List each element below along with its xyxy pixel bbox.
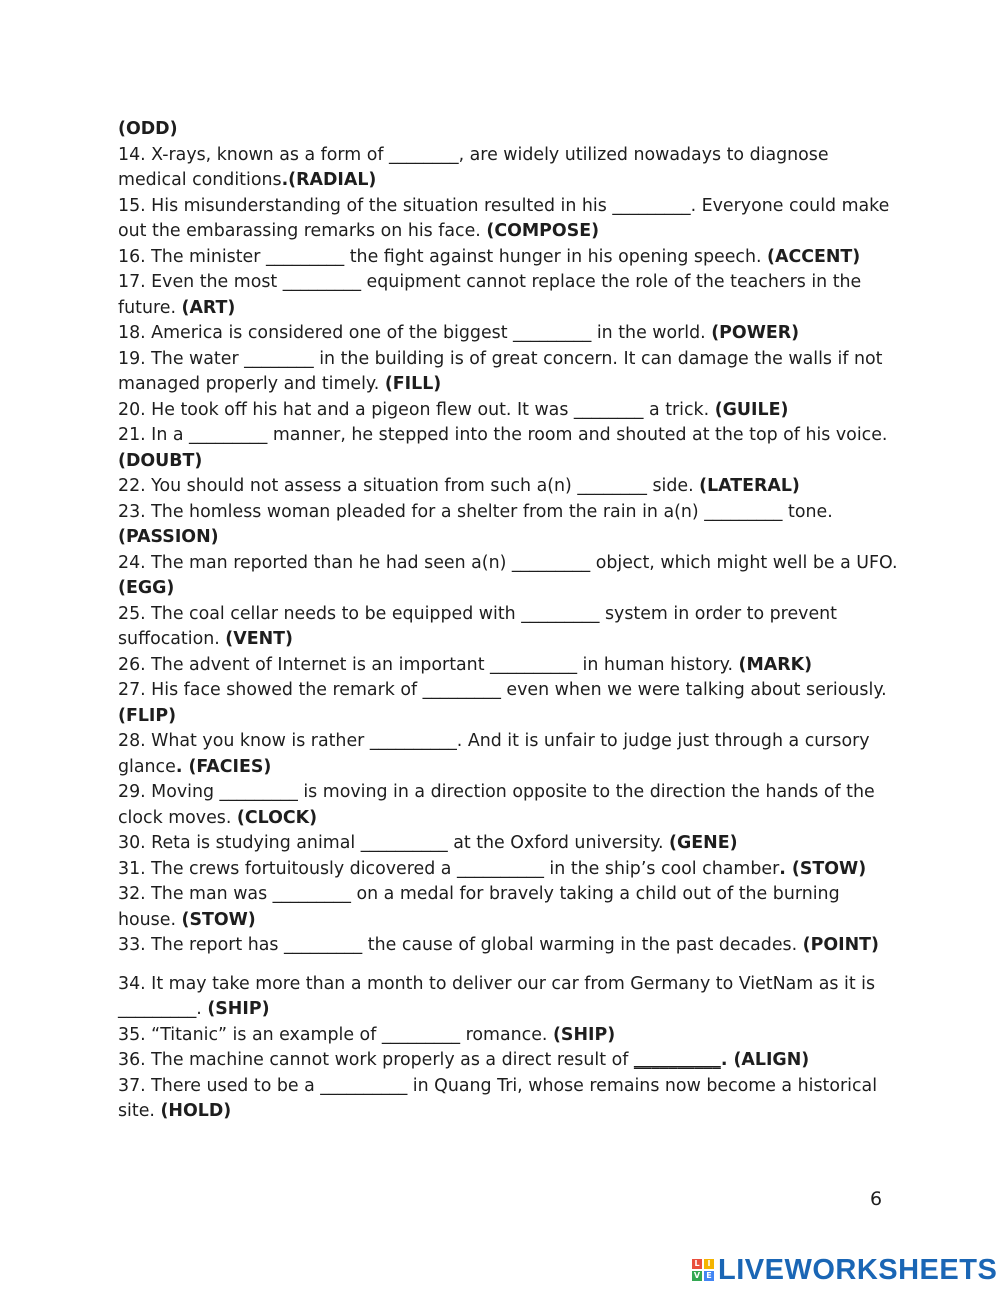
- root-word: . (FACIES): [175, 756, 272, 777]
- root-word: (ODD): [118, 119, 178, 139]
- root-word: (VENT): [225, 629, 293, 649]
- question-19: 19. The water ________ in the building is of great concern. It can damage the walls if not managed properly and timely. (FILL): [118, 348, 883, 394]
- question-31: 31. The crews fortuitously dicovered a __________ in the ship’s cool chamber. (STOW): [118, 858, 867, 879]
- root-word: (ACCENT): [767, 246, 861, 267]
- page-number: 6: [870, 1188, 883, 1210]
- question-29: 29. Moving _________ is moving in a direction opposite to the direction the hands of the clock moves. (CLOCK): [118, 782, 875, 828]
- root-word: (GENE): [669, 833, 738, 853]
- root-word: (PASSION): [118, 527, 219, 547]
- question-32: 32. The man was _________ on a medal for bravely taking a child out of the burning house. (STOW): [118, 884, 840, 930]
- root-word: (EGG): [118, 578, 175, 598]
- question-30: 30. Reta is studying animal __________ at the Oxford university. (GENE): [118, 833, 738, 853]
- liveworksheets-logo: [692, 1254, 997, 1286]
- logo-block: L: [692, 1259, 702, 1269]
- root-word: (FLIP): [118, 705, 177, 726]
- question-17: 17. Even the most _________ equipment cannot replace the role of the teachers in the future. (ART): [118, 272, 862, 318]
- root-word: (HOLD): [160, 1101, 232, 1121]
- question-27: 27. His face showed the remark of _________ even when we were talking about seriously. (FLIP): [118, 680, 887, 726]
- question-33: 33. The report has _________ the cause of global warming in the past decades. (POINT): [118, 935, 879, 955]
- question-18: 18. America is considered one of the biggest _________ in the world. (POWER): [118, 323, 800, 343]
- question-36: 36. The machine cannot work properly as a direct result of __________. (ALIGN): [118, 1050, 810, 1070]
- root-word: (SHIP): [207, 999, 270, 1019]
- root-word: __________. (ALIGN): [633, 1050, 810, 1070]
- root-word: (GUILE): [714, 399, 789, 420]
- root-word: . (STOW): [779, 858, 867, 879]
- logo-block: I: [704, 1259, 714, 1269]
- root-word: (POINT): [802, 935, 879, 955]
- logo-text: LIVEWORKSHEETS: [718, 1253, 998, 1286]
- root-word: (MARK): [738, 654, 813, 675]
- root-word: (SHIP): [552, 1024, 616, 1045]
- root-word: (ART): [181, 297, 236, 318]
- root-word: (LATERAL): [699, 476, 800, 496]
- question-20: 20. He took off his hat and a pigeon flew out. It was ________ a trick. (GUILE): [118, 399, 789, 420]
- worksheet-body: [118, 117, 898, 1125]
- question-21: 21. In a _________ manner, he stepped into the room and shouted at the top of his voice. (DOUBT): [118, 425, 888, 471]
- question-25: 25. The coal cellar needs to be equipped with _________ system in order to prevent suffocation. (VENT): [118, 603, 837, 649]
- logo-block: E: [704, 1271, 714, 1281]
- question-13-tail: [118, 117, 898, 143]
- root-word: .(RADIAL): [281, 170, 377, 190]
- question-14: 14. X-rays, known as a form of ________, are widely utilized nowadays to diagnose medical conditions.(RADIAL): [118, 144, 829, 190]
- root-word: (COMPOSE): [486, 221, 600, 241]
- root-word: (DOUBT): [118, 450, 203, 471]
- logo-block: V: [693, 1271, 701, 1280]
- question-28: 28. What you know is rather __________. And it is unfair to judge just through a cursory glance. (FACIES): [118, 731, 870, 777]
- question-24: 24. The man reported than he had seen a(n) _________ object, which might well be a UFO. (EGG): [118, 552, 898, 598]
- root-word: (FILL): [384, 374, 442, 394]
- logo-blocks-icon: [692, 1259, 714, 1281]
- question-23: 23. The homless woman pleaded for a shelter from the rain in a(n) _________ tone. (PASSION): [118, 501, 833, 547]
- question-16: 16. The minister _________ the fight against hunger in his opening speech. (ACCENT): [118, 246, 861, 267]
- question-22: 22. You should not assess a situation from such a(n) ________ side. (LATERAL): [118, 476, 800, 496]
- question-35: 35. “Titanic” is an example of _________ romance. (SHIP): [118, 1024, 616, 1045]
- question-37: 37. There used to be a __________ in Quang Tri, whose remains now become a historical site. (HOLD): [118, 1075, 878, 1121]
- question-15: 15. His misunderstanding of the situation resulted in his _________. Everyone could make out the embarassing remarks on his face. (COMPOSE): [118, 195, 890, 241]
- root-word: (STOW): [181, 909, 256, 930]
- question-26: 26. The advent of Internet is an important __________ in human history. (MARK): [118, 654, 813, 675]
- question-34: 34. It may take more than a month to deliver our car from Germany to VietNam as it is _________. (SHIP): [118, 973, 876, 1019]
- root-word: (CLOCK): [236, 807, 318, 828]
- root-word: (POWER): [711, 323, 800, 343]
